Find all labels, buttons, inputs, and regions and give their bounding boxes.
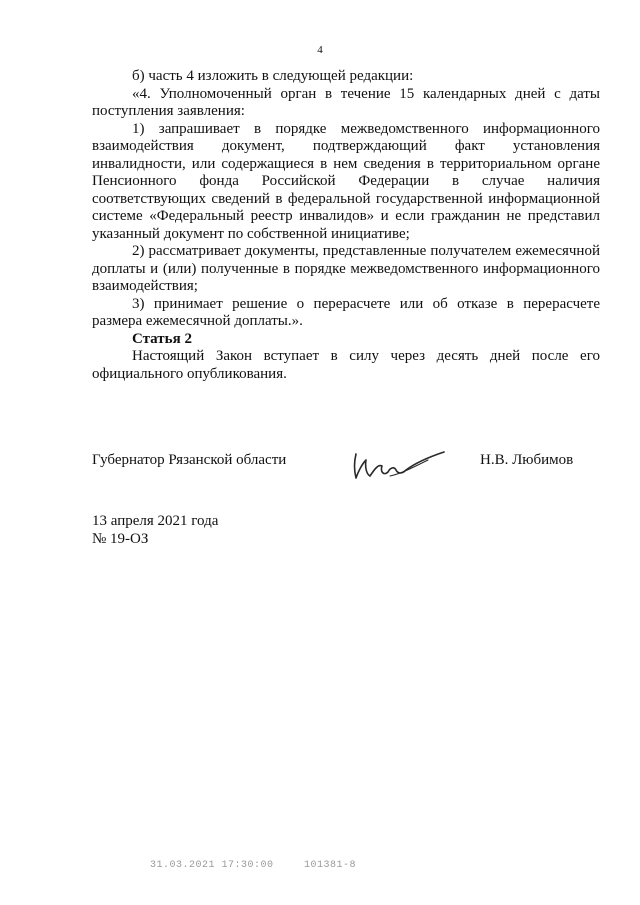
page-number: 4 — [317, 44, 323, 56]
stamp-datetime: 31.03.2021 17:30:00 — [150, 860, 274, 871]
governor-name: Н.В. Любимов — [480, 452, 574, 468]
paragraph-part-4: «4. Уполномоченный орган в течение 15 календарных дней с даты поступления заявления: — [92, 85, 600, 119]
paragraph-item-2: 2) рассматривает документы, представленные получателем ежемесячной доплаты и (или) полученные в порядке межведомственного информационного взаимодействия; — [92, 243, 600, 294]
document-body — [92, 68, 600, 383]
law-info — [92, 512, 218, 548]
paragraph-item-3: 3) принимает решение о перерасчете или об отказе в перерасчете размера ежемесячной доплаты.». — [92, 295, 600, 329]
article-text: Настоящий Закон вступает в силу через десять дней после его официального опубликования. — [92, 348, 600, 382]
law-date: 13 апреля 2021 года — [92, 513, 219, 529]
stamp-code: 101381-8 — [304, 860, 357, 871]
registration-stamp — [150, 860, 356, 871]
law-number: № 19-ОЗ — [92, 531, 149, 547]
governor-title: Губернатор Рязанской области — [92, 452, 287, 468]
paragraph-amendment-intro: б) часть 4 изложить в следующей редакции: — [132, 68, 414, 84]
article-heading: Статья 2 — [132, 330, 192, 347]
handwritten-signature — [350, 448, 450, 484]
paragraph-item-1: 1) запрашивает в порядке межведомственного информационного взаимодействия документ, подтверждающий факт установления инвалидности, или содержащиеся в нем сведения в территориальном органе Пенсионного фонда Российской Федерации в случае наличия соответствующих сведений в федеральной государственной информационной системе «Федеральный реестр инвалидов» и если гражданин не представил указанный документ по собственной инициативе; — [92, 120, 600, 242]
signature-block — [92, 448, 600, 488]
